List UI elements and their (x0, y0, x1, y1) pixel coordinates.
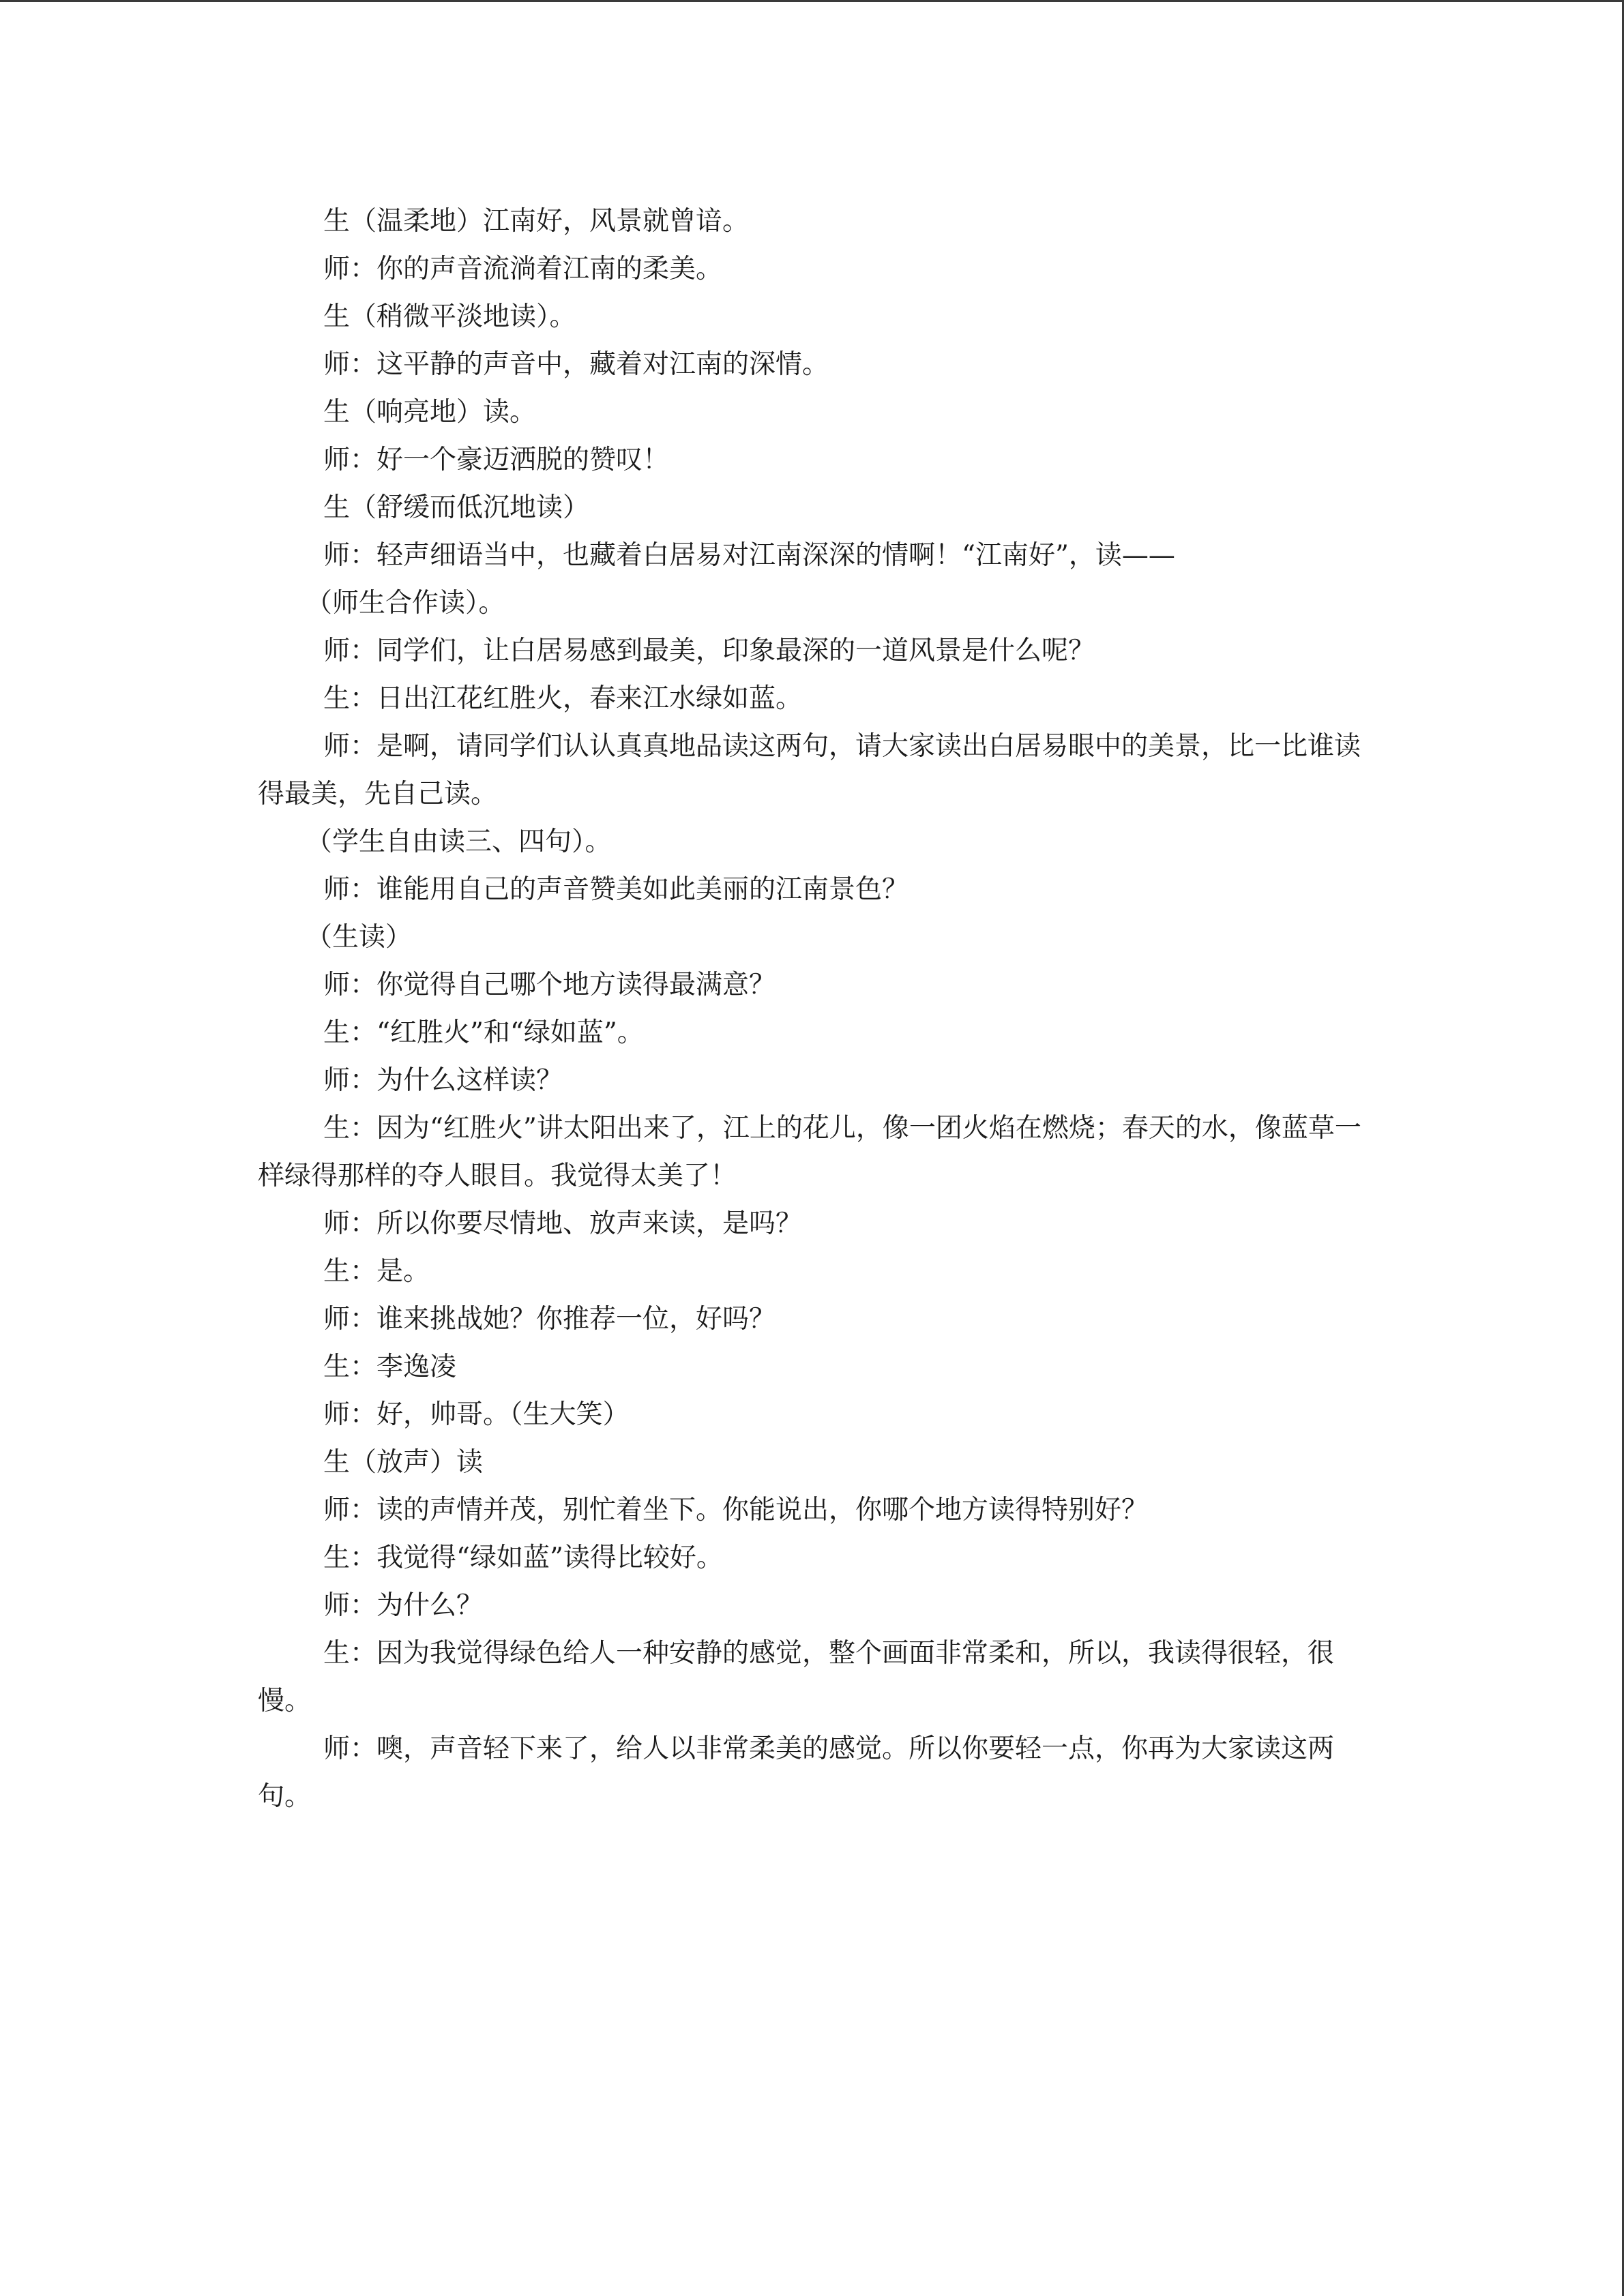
paragraph: 生（稍微平淡地读）。 (323, 301, 576, 332)
paragraph: 师：所以你要尽情地、放声来读，是吗？ (323, 1208, 803, 1239)
paragraph: 生：因为我觉得绿色给人一种安静的感觉，整个画面非常柔和，所以，我读得很轻，很慢。 (258, 1638, 1335, 1716)
paragraph: 生：因为“红胜火”讲太阳出来了，江上的花儿，像一团火焰在燃烧；春天的水，像蓝草一样绿得那样的夺人眼目。我觉得太美了！ (258, 1113, 1361, 1191)
paragraph: 师：谁来挑战她？你推荐一位，好吗？ (323, 1304, 776, 1335)
paragraph: 师：你觉得自己哪个地方读得最满意？ (323, 970, 776, 1000)
paragraph: 生（温柔地）江南好，风景就曾谙。 (323, 206, 750, 237)
paragraph: 师：你的声音流淌着江南的柔美。 (323, 254, 723, 284)
stage-direction: （生读） (306, 922, 413, 953)
paragraph: 生（响亮地）读。 (323, 397, 537, 428)
paragraph: 生：我觉得“绿如蓝”读得比较好。 (323, 1542, 723, 1573)
paragraph: 生：是。 (323, 1256, 430, 1287)
paragraph: 师：噢，声音轻下来了，给人以非常柔美的感觉。所以你要轻一点，你再为大家读这两句。 (258, 1733, 1335, 1812)
top-border-line (0, 0, 1624, 2)
paragraph: 师：读的声情并茂，别忙着坐下。你能说出，你哪个地方读得特别好？ (323, 1495, 1149, 1525)
paragraph: 师：为什么？ (323, 1590, 484, 1621)
paragraph: 师：轻声细语当中，也藏着白居易对江南深深的情啊！“江南好”，读—— (323, 540, 1175, 571)
paragraph: 师：同学们，让白居易感到最美，印象最深的一道风景是什么呢？ (323, 636, 1095, 666)
paragraph: 师：为什么这样读？ (323, 1065, 563, 1096)
stage-direction: （学生自由读三、四句）。 (306, 826, 612, 857)
stage-direction: （师生合作读）。 (306, 588, 505, 618)
page-body (258, 198, 1364, 1821)
paragraph: 生：日出江花红胜火，春来江水绿如蓝。 (323, 683, 803, 714)
paragraph: 师：好一个豪迈洒脱的赞叹！ (323, 445, 670, 475)
paragraph: 生（放声）读 (323, 1447, 484, 1478)
paragraph: 师：这平静的声音中，藏着对江南的深情。 (323, 349, 829, 380)
paragraph: 生：李逸凌 (323, 1352, 457, 1382)
paragraph: 生（舒缓而低沉地读） (323, 492, 590, 523)
paragraph: 师：好，帅哥。（生大笑） (323, 1399, 630, 1430)
paragraph: 师：是啊，请同学们认认真真地品读这两句，请大家读出白居易眼中的美景，比一比谁读得最美，先自己读。 (258, 731, 1361, 809)
paragraph: 生：“红胜火”和“绿如蓝”。 (323, 1017, 644, 1048)
paragraph: 师：谁能用自己的声音赞美如此美丽的江南景色？ (323, 874, 909, 905)
